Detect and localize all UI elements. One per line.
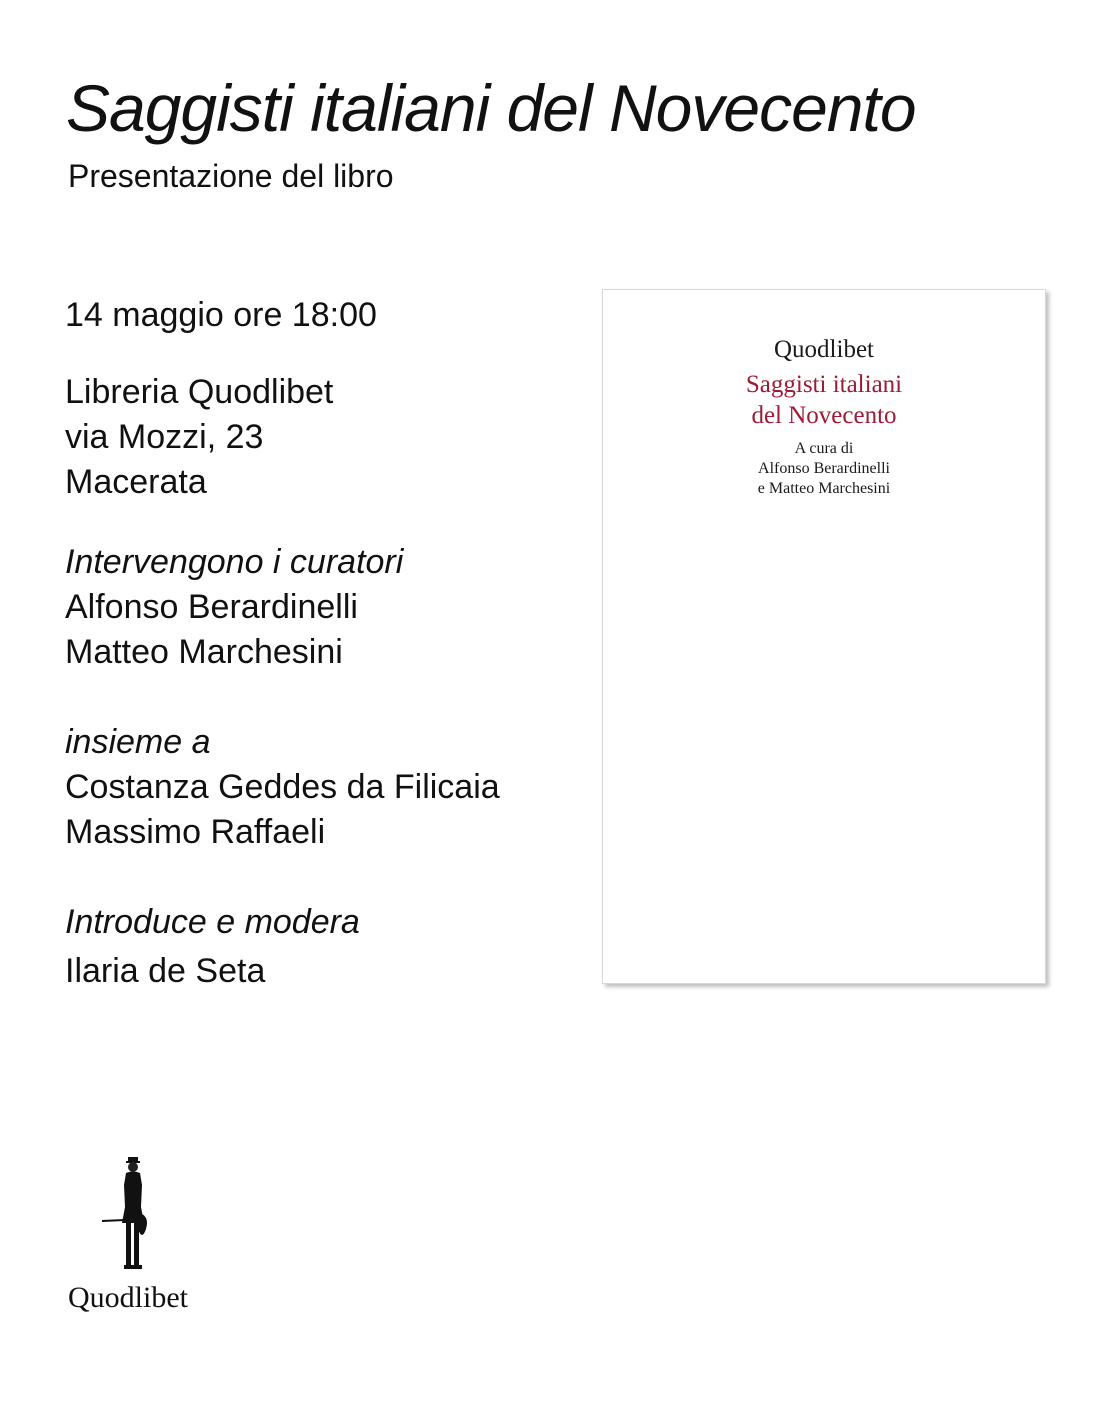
page-subtitle: Presentazione del libro	[68, 158, 394, 194]
venue-street: via Mozzi, 23	[65, 418, 264, 456]
guests-block	[65, 720, 595, 855]
event-datetime-block	[65, 293, 595, 338]
cover-editor-line: Alfonso Berardinelli	[758, 460, 890, 477]
cover-title	[603, 369, 1045, 431]
moderator-label: Introduce e modera	[65, 903, 360, 941]
venue-name: Libreria Quodlibet	[65, 373, 334, 411]
logo-text: Quodlibet	[68, 1281, 188, 1314]
cover-title-line: del Novecento	[751, 402, 897, 429]
cover-editor-line: A cura di	[794, 440, 854, 457]
book-cover	[602, 289, 1046, 984]
page-title: Saggisti italiani del Novecento	[66, 71, 916, 145]
moderator-name: Ilaria de Seta	[65, 952, 266, 990]
publisher-logo	[68, 1155, 208, 1316]
cover-title-line: Saggisti italiani	[745, 371, 903, 398]
event-datetime: 14 maggio ore 18:00	[65, 296, 377, 334]
venue-block	[65, 370, 595, 505]
guests-label: insieme a	[65, 723, 211, 761]
man-with-umbrella-icon	[100, 1155, 170, 1275]
cover-publisher: Quodlibet	[774, 336, 874, 363]
curators-block	[65, 540, 595, 675]
curators-label: Intervengono i curatori	[65, 543, 404, 581]
cover-editors	[603, 439, 1045, 499]
guest-name: Massimo Raffaeli	[65, 813, 326, 851]
curator-name: Alfonso Berardinelli	[65, 588, 358, 626]
cover-editor-line: e Matteo Marchesini	[757, 480, 891, 497]
curator-name: Matteo Marchesini	[65, 633, 343, 671]
guest-name: Costanza Geddes da Filicaia	[65, 768, 500, 806]
venue-city: Macerata	[65, 463, 207, 501]
moderator-block	[65, 900, 595, 994]
